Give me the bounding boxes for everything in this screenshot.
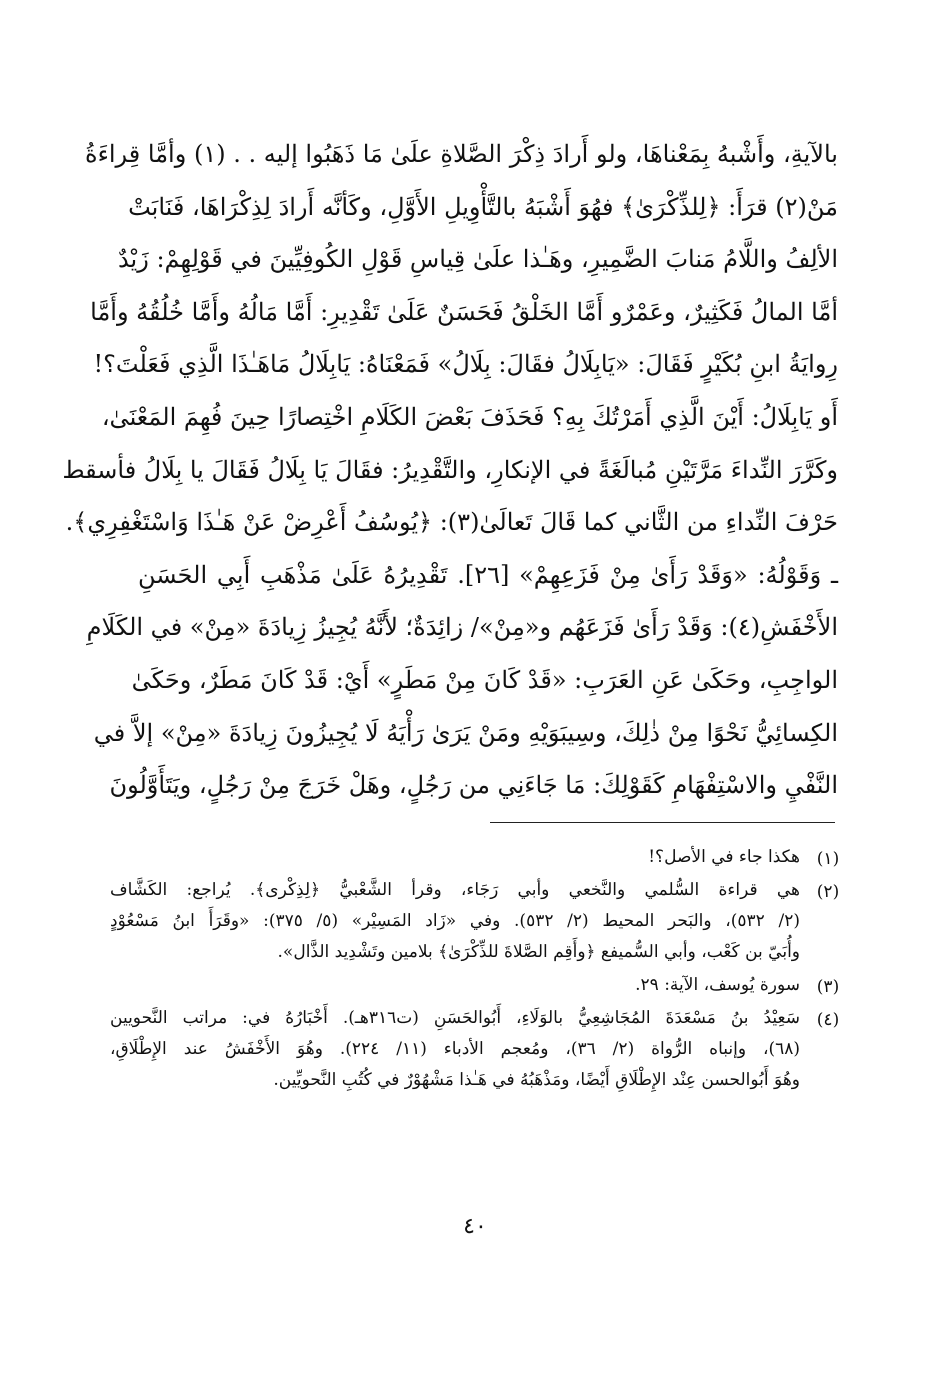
text-line: الواجِبِ، وحَكَىٰ عَنِ العَرَبِ: «قَدْ كَانَ مِنْ مَطَرٍ» أَيْ: قَدْ كَانَ مَطَرٌ، وحَكَىٰ [131, 665, 838, 694]
footnote-number: (٢) [816, 882, 840, 902]
text-line: النَّفْيِ والاسْتِفْهَامِ كَقَوْلِكَ: مَا جَاءَنِي من رَجُلٍ، وهَلْ خَرَجَ مِنْ رَجُلٍ، ويَتَأَوَّلُونَ [109, 771, 838, 800]
text-line: الألِفُ واللَّامُ مَنابَ الضَّمِيرِ، وهَـٰذا علَىٰ قِياسِ قَوْلِ الكُوفِيِّينَ في قَوْلِهِمْ: زَيْدٌ [117, 245, 838, 274]
footnote-separator [490, 822, 835, 823]
footnote-line: (٢/ ٥٣٢)، والبَحر المحيط (٢/ ٥٣٢). وفي «زَاد المَسِيْر» (٥/ ٣٧٥): «وقَرَأَ ابنُ مَسْعُوْدٍ [110, 911, 801, 931]
text-line: رِوايَةُ ابنِ بُكَيْرٍ فَقَالَ: «يَابِلَالُ فقَالَ: بِلَالُ» فَمَعْنَاهُ: يَابِلَالُ مَاهَـٰذَا الَّذِي فَعَلْتَ؟! [93, 350, 838, 379]
footnote-line: هكذا جاء في الأصل؟! [648, 847, 800, 867]
page-number: ٤٠ [463, 1214, 487, 1239]
footnote-line: هي قراءة السُّلمي والنَّخعي وأبي رَجَاء، وقرأ الشَّعْبيُّ ﴿لِذِكْرى﴾. يُراجع: الكَشَّاف [110, 880, 800, 900]
text-line: وكَرَّرَ النِّداءَ مَرَّتَيْنِ مُبالَغَةً في الإنكارِ، والتَّقْدِيرُ: فقَالَ يَا بِلَالُ فَقَالَ يا بِلَالُ فأسقط [62, 455, 838, 484]
text-line: أمَّا المالُ فَكَثِيرٌ، وعَمْرٌو أَمَّا الخَلْقُ فَحَسَنٌ عَلَىٰ تَقْدِيرِ: أَمَّا مَالُهُ وأَمَّا خُلُقُهُ وأَمَّا [90, 297, 838, 326]
footnote-number: (٤) [816, 1010, 840, 1030]
footnotes-block [110, 842, 848, 1098]
text-line: ـ وَقَوْلُهُ: «وَقَدْ رَأَىٰ مِنْ فَزَعِهِمْ» [٢٦]. تَقْدِيرُهُ عَلَىٰ مَذْهَبِ أَبِي الحَسَنِ [138, 560, 838, 589]
text-line: بالآيةِ، وأَشْبهُ بِمَعْناهَا، ولو أَرادَ ذِكْرَ الصَّلاةِ علَىٰ مَا ذَهَبُوا إليه . . (١) وأمَّا قِراءَةُ [85, 140, 838, 168]
footnote-2 [110, 875, 848, 968]
footnote-line: وهُوَ أَبُوالحسن عِنْد الإِطْلَاقِ أَيْضًا، ومَذْهَبُهُ في هَـٰذا مَشْهُوْرٌ في كُتُبِ النَّحويِّين. [273, 1070, 800, 1090]
text-line: حَرْفَ النِّداءِ من الثَّاني كما قَالَ تَعالَىٰ(٣): ﴿يُوسُفُ أَعْرِضْ عَنْ هَـٰذَا وَاسْتَغْفِرِي﴾. [65, 508, 838, 537]
footnote-3 [110, 970, 848, 1001]
footnote-line: وأُبَيّ بن كَعْب، وأبي السُّميفع ﴿وأَقِم الصَّلاةَ للذِّكْرَىٰ﴾ بلامين وتَشْدِيد الذَّال». [277, 942, 800, 962]
footnote-line: (٦٨)، وإنباه الرُّواة (٢/ ٣٦)، ومُعجم الأدباء (١١/ ٢٢٤). وهُوَ الأَخْفَشُ عند الإِطْلَاقِ، [110, 1039, 801, 1059]
footnote-line: سورة يُوسف، الآية: ٢٩. [635, 975, 800, 995]
text-line: أَو يَابِلَالُ: أَيْنَ الَّذِي أَمَرْتُكَ بِهِ؟ فَحَذَفَ بَعْضَ الكَلَامِ اخْتِصارًا حِينَ فُهِمَ المَعْنَىٰ، [101, 402, 838, 431]
footnote-number: (١) [816, 849, 840, 869]
footnote-number: (٣) [816, 977, 840, 997]
footnote-4 [110, 1003, 848, 1096]
footnote-line: سَعِيْدُ بنُ مَسْعَدَةَ المُجَاشِعِيُّ بالوَلَاءِ، أَبُوالحَسَنِ (ت٣١٦هـ). أَخْبَارُهُ في: مراتب النَّحويين [110, 1008, 800, 1028]
text-line: مَنْ(٢) قرَأَ: ﴿لِلذِّكْرَىٰ﴾ فهُوَ أَشْبَهُ بالتَّأْوِيلِ الأَوَّلِ، وكَأنَّه أَرادَ لِذِكْرَاهَا، فَنَابَتْ [128, 192, 838, 221]
text-line: الأَخْفَشِ(٤): وَقَدْ رَأَىٰ فَزَعَهُم و«مِنْ»/ زائِدَةٌ؛ لأَنَّهُ يُجِيزُ زِيادَةَ «مِنْ» في الكَلَامِ [86, 613, 838, 642]
text-line: الكِسائِيُّ نَحْوًا مِنْ ذٰلِكَ، وسِيبَوَيْهِ ومَنْ يَرَىٰ رَأْيَهُ لَا يُجِيزُونَ زِيادَةَ «مِنْ» إلاَّ في [93, 718, 838, 747]
footnote-1 [110, 842, 848, 873]
main-text-block [62, 128, 838, 812]
